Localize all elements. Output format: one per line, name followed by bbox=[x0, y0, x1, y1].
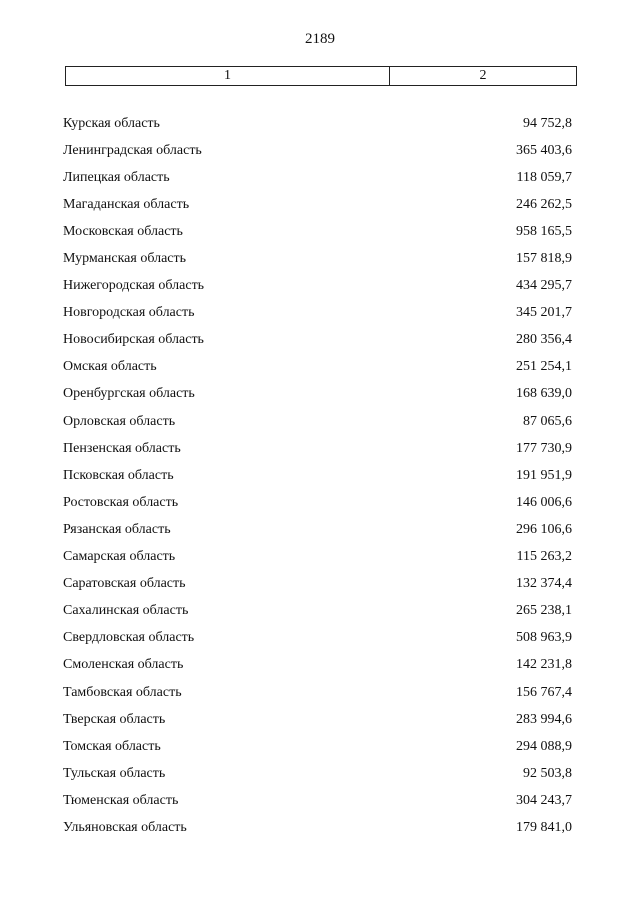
region-name: Тамбовская область bbox=[63, 684, 182, 700]
table-row bbox=[63, 706, 572, 733]
region-name: Тульская область bbox=[63, 765, 166, 781]
region-value: 294 088,9 bbox=[516, 738, 572, 754]
region-name: Нижегородская область bbox=[63, 278, 205, 294]
region-value: 280 356,4 bbox=[516, 332, 572, 348]
region-value: 191 951,9 bbox=[516, 467, 572, 483]
region-value: 434 295,7 bbox=[516, 278, 572, 294]
region-name: Омская область bbox=[63, 359, 157, 375]
region-value: 296 106,6 bbox=[516, 521, 572, 537]
table-row bbox=[63, 652, 572, 679]
region-value: 365 403,6 bbox=[516, 142, 572, 158]
table-row bbox=[63, 273, 572, 300]
region-name: Смоленская область bbox=[63, 657, 184, 673]
table-row bbox=[63, 164, 572, 191]
table-row bbox=[63, 408, 572, 435]
table-row bbox=[63, 462, 572, 489]
region-value: 146 006,6 bbox=[516, 494, 572, 510]
region-value: 87 065,6 bbox=[523, 413, 572, 429]
column-number-header bbox=[65, 66, 577, 86]
region-name: Липецкая область bbox=[63, 169, 170, 185]
table-row bbox=[63, 625, 572, 652]
table-row bbox=[63, 814, 572, 841]
region-name: Магаданская область bbox=[63, 196, 190, 212]
region-name: Московская область bbox=[63, 223, 183, 239]
region-value: 157 818,9 bbox=[516, 251, 572, 267]
table-row bbox=[63, 245, 572, 272]
region-value: 283 994,6 bbox=[516, 711, 572, 727]
region-name: Новгородская область bbox=[63, 305, 195, 321]
region-value: 118 059,7 bbox=[516, 169, 572, 185]
region-value: 958 165,5 bbox=[516, 223, 572, 239]
region-value: 142 231,8 bbox=[516, 657, 572, 673]
region-value: 508 963,9 bbox=[516, 630, 572, 646]
table-row bbox=[63, 381, 572, 408]
table-row bbox=[63, 760, 572, 787]
region-value: 115 263,2 bbox=[516, 549, 572, 565]
table-row bbox=[63, 733, 572, 760]
table-row bbox=[63, 354, 572, 381]
region-value: 251 254,1 bbox=[516, 359, 572, 375]
column-2-number: 2 bbox=[479, 68, 487, 83]
region-value: 156 767,4 bbox=[516, 684, 572, 700]
region-value: 168 639,0 bbox=[516, 386, 572, 402]
region-value: 265 238,1 bbox=[516, 603, 572, 619]
table-row bbox=[63, 489, 572, 516]
region-value: 179 841,0 bbox=[516, 819, 572, 835]
region-name: Саратовская область bbox=[63, 576, 186, 592]
region-name: Сахалинская область bbox=[63, 603, 189, 619]
region-name: Курская область bbox=[63, 115, 160, 131]
region-name: Томская область bbox=[63, 738, 161, 754]
region-name: Ульяновская область bbox=[63, 819, 187, 835]
table-row bbox=[63, 679, 572, 706]
table-row bbox=[63, 544, 572, 571]
region-value: 132 374,4 bbox=[516, 576, 572, 592]
region-table bbox=[63, 110, 572, 842]
table-row bbox=[63, 516, 572, 543]
region-name: Ленинградская область bbox=[63, 142, 202, 158]
table-row bbox=[63, 191, 572, 218]
page-number: 2189 bbox=[305, 31, 335, 47]
table-row bbox=[63, 137, 572, 164]
region-name: Самарская область bbox=[63, 549, 176, 565]
region-name: Псковская область bbox=[63, 467, 174, 483]
region-name: Оренбургская область bbox=[63, 386, 195, 402]
region-value: 177 730,9 bbox=[516, 440, 572, 456]
region-name: Орловская область bbox=[63, 413, 176, 429]
region-name: Тверская область bbox=[63, 711, 166, 727]
region-name: Тюменская область bbox=[63, 792, 179, 808]
table-row bbox=[63, 110, 572, 137]
region-name: Рязанская область bbox=[63, 521, 171, 537]
region-name: Свердловская область bbox=[63, 630, 195, 646]
region-value: 94 752,8 bbox=[523, 115, 572, 131]
table-row bbox=[63, 435, 572, 462]
table-row bbox=[63, 571, 572, 598]
table-row bbox=[63, 327, 572, 354]
table-row bbox=[63, 218, 572, 245]
table-row bbox=[63, 787, 572, 814]
column-1-number: 1 bbox=[66, 67, 390, 85]
table-row bbox=[63, 300, 572, 327]
region-name: Ростовская область bbox=[63, 494, 179, 510]
region-name: Новосибирская область bbox=[63, 332, 204, 348]
region-value: 92 503,8 bbox=[523, 765, 572, 781]
region-value: 304 243,7 bbox=[516, 792, 572, 808]
table-row bbox=[63, 598, 572, 625]
region-value: 246 262,5 bbox=[516, 196, 572, 212]
region-name: Пензенская область bbox=[63, 440, 181, 456]
region-value: 345 201,7 bbox=[516, 305, 572, 321]
region-name: Мурманская область bbox=[63, 251, 187, 267]
